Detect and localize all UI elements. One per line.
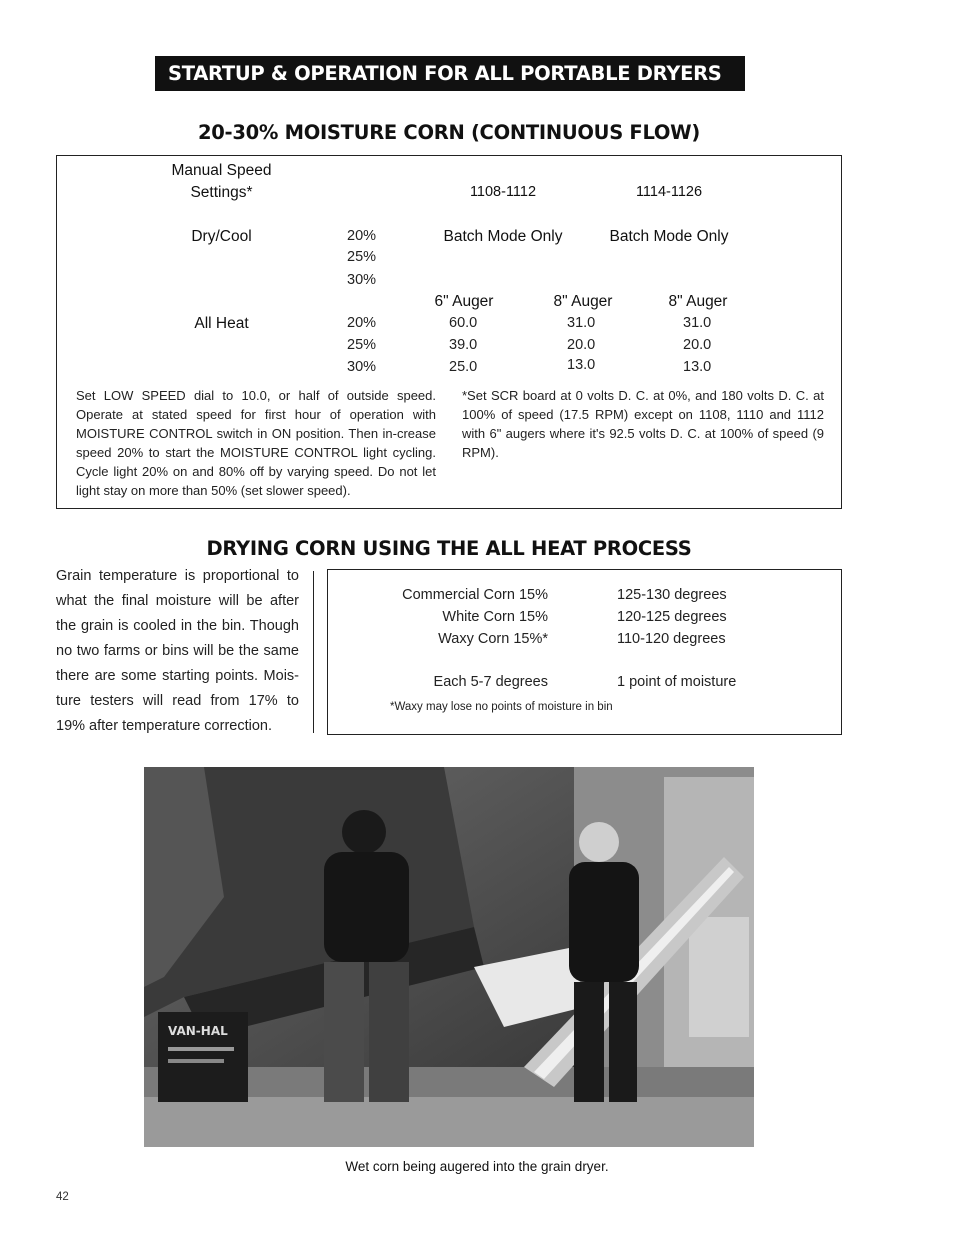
section1-title: 20-30% MOISTURE CORN (CONTINUOUS FLOW) bbox=[198, 121, 700, 144]
truck-sign-text: VAN-HAL bbox=[168, 1024, 228, 1038]
each-degrees-value: 1 point of moisture bbox=[617, 674, 737, 690]
column-divider bbox=[313, 571, 314, 733]
temp-row-value-white: 120-125 degrees bbox=[617, 609, 727, 625]
grain-temperature-paragraph: Grain temperature is proportional to what the final moisture will be after the grain is cooled in the bin. Though no two farms or bins will be the same there are some starting points. Mois-ture testers will read from 17% to 19% after temperature correction. bbox=[56, 568, 299, 734]
speed-instructions-note: Set LOW SPEED dial to 10.0, or half of outside speed. Operate at stated speed for first hour of operation with MOISTURE CONTROL switch in ON position. Then in-crease speed 20% to start the MOISTURE CONTROL light cycling. Cycle light 20% on and 80% off by varying speed. Do not let light stay on more than 50% (set slower speed). bbox=[76, 388, 436, 498]
photo-illustration bbox=[144, 767, 754, 1147]
allheat-r3-c2: 13.0 bbox=[567, 357, 596, 373]
col-header-1108-1112: 1108-1112 bbox=[469, 184, 537, 200]
temp-row-label-commercial: Commercial Corn 15% bbox=[402, 587, 548, 603]
allheat-moisture-25: 25% bbox=[347, 337, 377, 353]
allheat-r3-c1: 25.0 bbox=[449, 359, 478, 375]
temp-row-value-commercial: 125-130 degrees bbox=[617, 587, 727, 603]
drycool-value-1114: Batch Mode Only bbox=[609, 228, 729, 245]
waxy-footnote: *Waxy may lose no points of moisture in bin bbox=[390, 701, 613, 713]
allheat-r2-c3: 20.0 bbox=[683, 337, 712, 353]
drycool-value-1108: Batch Mode Only bbox=[443, 228, 563, 245]
allheat-r2-c1: 39.0 bbox=[449, 337, 478, 353]
col-header-1114-1126: 1114-1126 bbox=[635, 184, 703, 200]
allheat-r1-c1: 60.0 bbox=[449, 315, 478, 331]
photo-wet-corn-auger bbox=[144, 767, 754, 1147]
drycool-moisture-25: 25% bbox=[347, 249, 377, 265]
allheat-r3-c3: 13.0 bbox=[683, 359, 712, 375]
auger-header-1: 6" Auger bbox=[434, 293, 494, 310]
photo-caption: Wet corn being augered into the grain dryer. bbox=[345, 1159, 609, 1174]
drycool-moisture-30: 30% bbox=[347, 272, 377, 288]
section2-title: DRYING CORN USING THE ALL HEAT PROCESS bbox=[206, 537, 692, 560]
allheat-moisture-30: 30% bbox=[347, 359, 377, 375]
allheat-r1-c3: 31.0 bbox=[683, 315, 712, 331]
allheat-moisture-20: 20% bbox=[347, 315, 377, 331]
temp-row-label-white: White Corn 15% bbox=[442, 609, 548, 625]
each-degrees-label: Each 5-7 degrees bbox=[433, 674, 548, 690]
auger-header-3: 8" Auger bbox=[668, 293, 728, 310]
page-number: 42 bbox=[56, 1191, 69, 1203]
manual-speed-heading-line1: Manual Speed bbox=[171, 162, 272, 179]
section-banner: STARTUP & OPERATION FOR ALL PORTABLE DRYERS bbox=[155, 56, 745, 91]
drycool-moisture-20: 20% bbox=[347, 228, 377, 244]
manual-speed-heading-line2: Settings* bbox=[190, 184, 253, 201]
auger-header-2: 8" Auger bbox=[553, 293, 613, 310]
drycool-label: Dry/Cool bbox=[191, 228, 252, 245]
scr-board-footnote: *Set SCR board at 0 volts D. C. at 0%, and 180 volts D. C. at 100% of speed (17.5 RPM) except on 1108, 1110 and 1112 with 6" augers where it's 92.5 volts D. C. at 100% of speed (9 RPM). bbox=[462, 388, 824, 460]
allheat-label: All Heat bbox=[194, 315, 249, 332]
allheat-r1-c2: 31.0 bbox=[567, 315, 596, 331]
temp-row-value-waxy: 110-120 degrees bbox=[617, 631, 726, 647]
allheat-r2-c2: 20.0 bbox=[567, 337, 596, 353]
temp-row-label-waxy: Waxy Corn 15%* bbox=[438, 631, 548, 647]
